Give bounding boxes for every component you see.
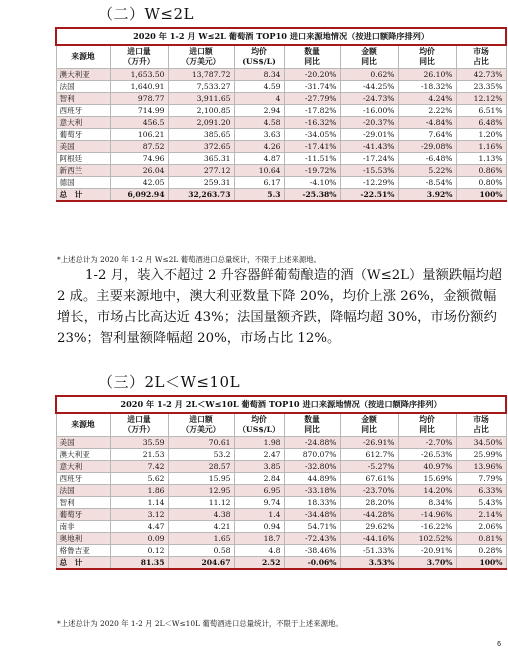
value-cell: 18.33% [284,497,340,509]
origin-cell: 阿根廷 [56,153,110,165]
value-cell: 365.31 [168,153,234,165]
value-cell: -33.18% [284,485,340,497]
origin-cell: 意大利 [56,117,110,129]
origin-cell: 德国 [56,177,110,189]
table-row [56,153,506,165]
column-header: 数量 同比 [284,45,340,69]
value-cell: 28.57 [168,461,234,473]
origin-cell: 法国 [56,485,110,497]
table-header-row [56,45,506,69]
value-cell: 2.06% [456,521,506,533]
value-cell: 26.10% [398,69,456,81]
total-value: 100% [456,557,506,570]
value-cell: 4.21 [168,521,234,533]
value-cell: 7.79% [456,473,506,485]
value-cell: 4.8 [234,545,284,557]
total-value: -25.38% [284,189,340,202]
value-cell: 74.96 [110,153,168,165]
value-cell: -24.73% [340,93,398,105]
origin-cell: 奥地利 [56,533,110,545]
total-value: 3.92% [398,189,456,202]
value-cell: 277.12 [168,165,234,177]
value-cell: 714.99 [110,105,168,117]
analysis-paragraph: 1-2 月，装入不超过 2 升容器鲜葡萄酿造的酒（W≤2L）量额跌幅均超 2 成。主要来源地中，澳大利亚数量下降 20%，均价上涨 26%，金额微幅增长，市场占比高达近 43%；法国量额齐跌，降幅均超 30%，市场份额约 23%；智利量额降幅超 20%，市场占比 12%。 [57,268,503,346]
value-cell: 5.43% [456,497,506,509]
table-row [56,545,506,557]
section3-heading: （三）2L＜W≤10L [98,373,241,391]
value-cell: -11.51% [284,153,340,165]
value-cell: 0.94 [234,521,284,533]
value-cell: 870.07% [284,449,340,461]
table-row [56,93,506,105]
value-cell: 5.62 [110,473,168,485]
value-cell: 8.34% [398,497,456,509]
column-header: 来源地 [56,413,110,437]
origin-cell: 法国 [56,81,110,93]
value-cell: 25.99% [456,449,506,461]
total-value: -0.06% [284,557,340,570]
value-cell: -15.53% [340,165,398,177]
value-cell: 612.7% [340,449,398,461]
value-cell: -51.33% [340,545,398,557]
value-cell: -32.80% [284,461,340,473]
value-cell: 5.22% [398,165,456,177]
value-cell: 0.62% [340,69,398,81]
table-row [56,165,506,177]
value-cell: 13.96% [456,461,506,473]
column-header: 金额 同比 [340,45,398,69]
value-cell: 1.98 [234,437,284,449]
value-cell: 1.20% [456,129,506,141]
table-row [56,141,506,153]
total-label: 总 计 [56,189,110,202]
value-cell: -29.01% [340,129,398,141]
page-number: 6 [497,641,501,648]
value-cell: 1,640.91 [110,81,168,93]
total-value: 3.53% [340,557,398,570]
value-cell: -17.41% [284,141,340,153]
value-cell: 2.22% [398,105,456,117]
table-row [56,509,506,521]
value-cell: 18.7 [234,533,284,545]
value-cell: 29.62% [340,521,398,533]
value-cell: -26.53% [398,449,456,461]
value-cell: 35.59 [110,437,168,449]
value-cell: 106.21 [110,129,168,141]
value-cell: 70.61 [168,437,234,449]
total-row [56,557,506,570]
table-row [56,105,506,117]
value-cell: 4 [234,93,284,105]
value-cell: 1.4 [234,509,284,521]
value-cell: 372.65 [168,141,234,153]
value-cell: 12.95 [168,485,234,497]
section2-heading: （二）W≤2L [98,5,194,23]
value-cell: 4.58 [234,117,284,129]
value-cell: 6.95 [234,485,284,497]
value-cell: -18.32% [398,81,456,93]
value-cell: 4.26 [234,141,284,153]
column-header: 进口量 （万升） [110,413,168,437]
table-row [56,69,506,81]
column-header: 进口量 （万升） [110,45,168,69]
value-cell: 1.16% [456,141,506,153]
value-cell: 0.28% [456,545,506,557]
column-header: 均价 (US$/L) [234,45,284,69]
value-cell: -12.29% [340,177,398,189]
total-row [56,189,506,202]
total-value: 5.3 [234,189,284,202]
value-cell: 8.34 [234,69,284,81]
total-value: 100% [456,189,506,202]
value-cell: 6.48% [456,117,506,129]
value-cell: 6.51% [456,105,506,117]
value-cell: -44.28% [340,509,398,521]
origin-cell: 葡萄牙 [56,129,110,141]
column-header: 均价 同比 [398,45,456,69]
table-2l-10l [55,395,507,570]
value-cell: 4.87 [234,153,284,165]
value-cell: 53.2 [168,449,234,461]
origin-cell: 西班牙 [56,105,110,117]
value-cell: 10.64 [234,165,284,177]
total-value: 3.70% [398,557,456,570]
table2-note: *上述总计为 2020 年 1-2 月 2L＜W≤10L 葡萄酒进口总量统计，不限于上述来源地。 [57,619,343,628]
table-w-le-2l [55,27,507,202]
column-header: 进口额 （万美元） [168,413,234,437]
value-cell: -16.00% [340,105,398,117]
value-cell: 4.24% [398,93,456,105]
value-cell: 9.74 [234,497,284,509]
value-cell: -2.70% [398,437,456,449]
value-cell: -41.43% [340,141,398,153]
value-cell: 0.80% [456,177,506,189]
value-cell: 0.09 [110,533,168,545]
value-cell: -20.20% [284,69,340,81]
origin-cell: 美国 [56,141,110,153]
value-cell: 21.53 [110,449,168,461]
value-cell: 456.5 [110,117,168,129]
value-cell: -5.27% [340,461,398,473]
column-header: 均价 同比 [398,413,456,437]
value-cell: 42.05 [110,177,168,189]
value-cell: 34.50% [456,437,506,449]
value-cell: 54.71% [284,521,340,533]
value-cell: 1.13% [456,153,506,165]
value-cell: 4.59 [234,81,284,93]
value-cell: -6.48% [398,153,456,165]
value-cell: 23.35% [456,81,506,93]
value-cell: 13,787.72 [168,69,234,81]
value-cell: 4.47 [110,521,168,533]
value-cell: 1.14 [110,497,168,509]
origin-cell: 意大利 [56,461,110,473]
value-cell: -34.48% [284,509,340,521]
total-value: 6,092.94 [110,189,168,202]
value-cell: -14.96% [398,509,456,521]
column-header: 市场 占比 [456,413,506,437]
value-cell: -31.74% [284,81,340,93]
value-cell: 7.64% [398,129,456,141]
origin-cell: 美国 [56,437,110,449]
value-cell: 42.73% [456,69,506,81]
value-cell: 2.84 [234,473,284,485]
table-row [56,449,506,461]
value-cell: 0.12 [110,545,168,557]
value-cell: -23.70% [340,485,398,497]
table-row [56,129,506,141]
total-value: 2.52 [234,557,284,570]
value-cell: 3.63 [234,129,284,141]
value-cell: 2.14% [456,509,506,521]
table1-note: *上述总计为 2020 年 1-2 月 W≤2L 葡萄酒进口总量统计，不限于上述来源地。 [57,255,322,264]
total-value: 32,263.73 [168,189,234,202]
value-cell: 2,091.20 [168,117,234,129]
value-cell: 259.31 [168,177,234,189]
value-cell: 7.42 [110,461,168,473]
value-cell: -24.88% [284,437,340,449]
value-cell: 1,653.50 [110,69,168,81]
table-title: 2020 年 1-2 月 2L＜W≤10L 葡萄酒 TOP10 进口来源地情况（按进口额降序排列） [56,396,506,413]
origin-cell: 南非 [56,521,110,533]
table-title: 2020 年 1-2 月 W≤2L 葡萄酒 TOP10 进口来源地情况（按进口额降序排列） [56,28,506,45]
value-cell: 6.33% [456,485,506,497]
origin-cell: 葡萄牙 [56,509,110,521]
origin-cell: 智利 [56,497,110,509]
value-cell: -4.10% [284,177,340,189]
value-cell: -16.32% [284,117,340,129]
column-header: 数量 同比 [284,413,340,437]
total-value: -22.51% [340,189,398,202]
value-cell: 40.97% [398,461,456,473]
value-cell: -27.79% [284,93,340,105]
total-value: 204.67 [168,557,234,570]
value-cell: 385.65 [168,129,234,141]
table-row [56,485,506,497]
column-header: 均价 （US$/L） [234,413,284,437]
value-cell: 44.89% [284,473,340,485]
value-cell: 15.69% [398,473,456,485]
value-cell: 7,533.27 [168,81,234,93]
table-header-row [56,413,506,437]
table-row [56,521,506,533]
value-cell: 2.47 [234,449,284,461]
value-cell: 0.81% [456,533,506,545]
value-cell: -16.22% [398,521,456,533]
value-cell: 15.95 [168,473,234,485]
value-cell: 6.17 [234,177,284,189]
value-cell: -20.37% [340,117,398,129]
value-cell: -38.46% [284,545,340,557]
value-cell: -44.25% [340,81,398,93]
value-cell: -34.05% [284,129,340,141]
value-cell: 12.12% [456,93,506,105]
value-cell: 4.38 [168,509,234,521]
value-cell: 1.86 [110,485,168,497]
column-header: 市场 占比 [456,45,506,69]
value-cell: 102.52% [398,533,456,545]
value-cell: 3.85 [234,461,284,473]
value-cell: 14.20% [398,485,456,497]
value-cell: 28.20% [340,497,398,509]
table-row [56,497,506,509]
value-cell: 87.52 [110,141,168,153]
origin-cell: 澳大利亚 [56,69,110,81]
total-label: 总 计 [56,557,110,570]
value-cell: -17.24% [340,153,398,165]
table-row [56,437,506,449]
value-cell: -72.43% [284,533,340,545]
table-row [56,473,506,485]
value-cell: 3,911.65 [168,93,234,105]
value-cell: -20.91% [398,545,456,557]
value-cell: 11.12 [168,497,234,509]
value-cell: 26.04 [110,165,168,177]
table-title-row [56,396,506,413]
origin-cell: 澳大利亚 [56,449,110,461]
table-row [56,177,506,189]
origin-cell: 西班牙 [56,473,110,485]
column-header: 来源地 [56,45,110,69]
column-header: 进口额 （万美元） [168,45,234,69]
value-cell: -26.91% [340,437,398,449]
value-cell: -4.84% [398,117,456,129]
table-row [56,461,506,473]
value-cell: -44.16% [340,533,398,545]
table-row [56,117,506,129]
value-cell: 67.61% [340,473,398,485]
value-cell: 2.94 [234,105,284,117]
value-cell: -29.08% [398,141,456,153]
value-cell: 978.77 [110,93,168,105]
column-header: 金额 同比 [340,413,398,437]
origin-cell: 智利 [56,93,110,105]
value-cell: 1.65 [168,533,234,545]
total-value: 81.35 [110,557,168,570]
table-title-row [56,28,506,45]
origin-cell: 格鲁吉亚 [56,545,110,557]
value-cell: 2,100.85 [168,105,234,117]
value-cell: -19.72% [284,165,340,177]
value-cell: 0.86% [456,165,506,177]
table-row [56,533,506,545]
value-cell: -8.54% [398,177,456,189]
value-cell: -17.82% [284,105,340,117]
value-cell: 0.58 [168,545,234,557]
table-row [56,81,506,93]
value-cell: 3.12 [110,509,168,521]
origin-cell: 新西兰 [56,165,110,177]
